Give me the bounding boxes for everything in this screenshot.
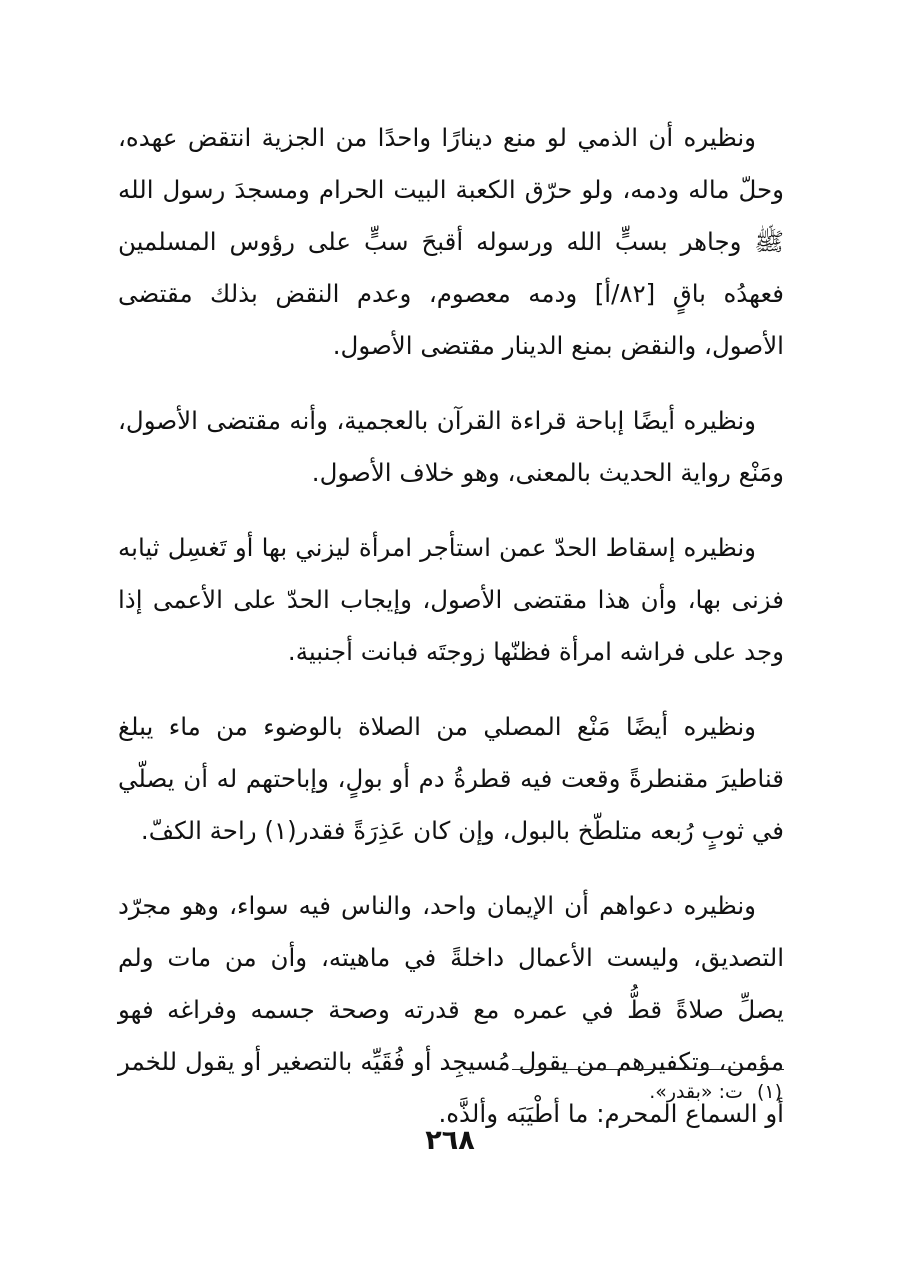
footnote-text: ت: «بقدر».: [649, 1081, 743, 1103]
main-text: [118, 112, 784, 1163]
paragraph-3: ونظيره إسقاط الحدّ عمن استأجر امرأة ليزني بها أو تَغسِل ثيابه فزنى بها، وأن هذا مقتضى الأصول، وإيجاب الحدّ على الأعمى إذا وجد على فراشه امرأة فظنّها زوجتَه فبانت أجنبية.: [118, 533, 784, 666]
page-number: ٢٦٨: [425, 1125, 475, 1156]
paragraph-4: ونظيره أيضًا مَنْع المصلي من الصلاة بالوضوء من ماء يبلغ قناطيرَ مقنطرةً وقعت فيه قطرةُ دم أو بولٍ، وإباحتهم له أن يصلّي في ثوبٍ رُبعه متلطّخ بالبول، وإن كان عَذِرَةً فقدر(١) راحة الكفّ.: [118, 712, 784, 845]
paragraph-2: ونظيره أيضًا إباحة قراءة القرآن بالعجمية، وأنه مقتضى الأصول، ومَنْع رواية الحديث بالمعنى، وهو خلاف الأصول.: [118, 406, 784, 487]
footnote: [470, 1077, 782, 1107]
footnote-mark: (١): [756, 1081, 782, 1103]
paragraph-5: ونظيره دعواهم أن الإيمان واحد، والناس فيه سواء، وهو مجرّد التصديق، وليست الأعمال داخلةً في ماهيته، وأن من مات ولم يصلِّ صلاةً قطُّ في عمره مع قدرته وصحة جسمه وفراغه فهو مؤمن، وتكفيرهم من يقول مُسيجِد أو فُقَيِّه بالتصغير أو يقول للخمر أو السماع المحرم: ما أطْيَبَه وألذَّه.: [118, 891, 784, 1128]
paragraph-1: ونظيره أن الذمي لو منع دينارًا واحدًا من الجزية انتقض عهده، وحلّ ماله ودمه، ولو حرّق الكعبة البيت الحرام ومسجدَ رسول الله ﷺ وجاهر بسبٍّ الله ورسوله أقبحَ سبٍّ على رؤوس المسلمين فعهدُه باقٍ [٨٢/أ] ودمه معصوم، وعدم النقض بذلك مقتضى الأصول، والنقض بمنع الدينار مقتضى الأصول.: [118, 123, 784, 360]
footnote-divider: [512, 1069, 784, 1070]
